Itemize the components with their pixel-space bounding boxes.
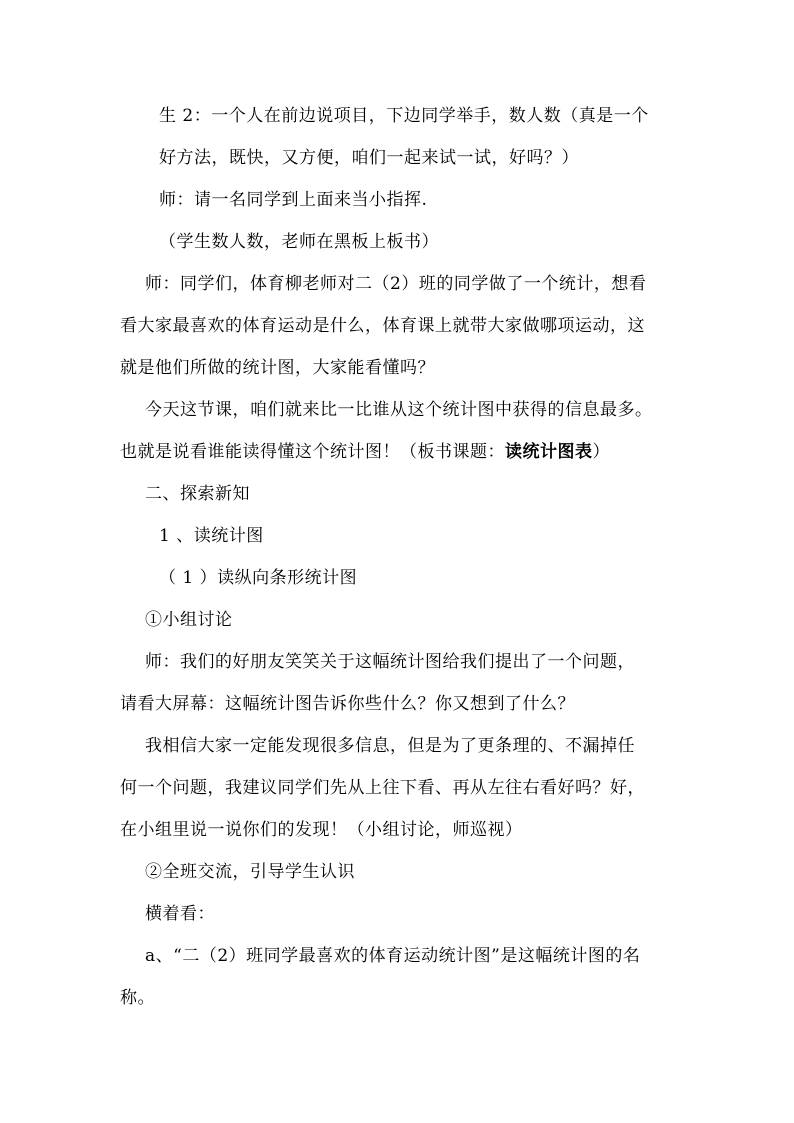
paragraph-line-9-close: ） xyxy=(592,442,610,462)
paragraph-line-18: 我相信大家一定能发现很多信息，但是为了更条理的、不漏掉任 xyxy=(145,736,635,756)
section-heading-explore: 二、探索新知 xyxy=(145,484,250,504)
paragraph-line-9 xyxy=(120,444,610,461)
paragraph-line-20: 在小组里说一说你们的发现！（小组讨论，师巡视） xyxy=(120,820,523,840)
step-class-exchange: ②全班交流，引导学生认识 xyxy=(145,862,355,882)
paragraph-line-2: 好方法，既快，又方便，咱们一起来试一试，好吗？） xyxy=(159,148,579,168)
subsection-vertical-bar-chart: （ 1 ）读纵向条形统计图 xyxy=(159,568,358,588)
subsection-read-chart: 1 、读统计图 xyxy=(159,526,264,546)
paragraph-line-5: 师：同学们，体育柳老师对二（2）班的同学做了一个统计，想看 xyxy=(145,274,647,294)
paragraph-line-23: a、“二（2）班同学最喜欢的体育运动统计图”是这幅统计图的名 xyxy=(145,946,641,966)
paragraph-line-9-text: 也就是说看谁能读得懂这个统计图！（板书课题： xyxy=(120,442,505,462)
paragraph-line-17: 请看大屏幕：这幅统计图告诉你些什么？你又想到了什么？ xyxy=(120,694,575,714)
paragraph-line-6: 看大家最喜欢的体育运动是什么，体育课上就带大家做哪项运动，这 xyxy=(120,316,645,336)
paragraph-line-1: 生 2：一个人在前边说项目，下边同学举手，数人数（真是一个 xyxy=(159,106,649,126)
lesson-title-bold: 读统计图表 xyxy=(505,442,593,462)
step-group-discussion: ①小组讨论 xyxy=(145,610,233,630)
paragraph-line-8: 今天这节课，咱们就来比一比谁从这个统计图中获得的信息最多。 xyxy=(145,400,653,420)
paragraph-line-22: 横着看： xyxy=(145,904,215,924)
paragraph-line-19: 何一个问题，我建议同学们先从上往下看、再从左往右看好吗？好， xyxy=(120,778,645,798)
paragraph-line-3: 师：请一名同学到上面来当小指挥. xyxy=(159,190,428,210)
paragraph-line-7: 就是他们所做的统计图，大家能看懂吗？ xyxy=(120,358,435,378)
paragraph-line-24: 称。 xyxy=(120,988,155,1008)
paragraph-line-4: （学生数人数，老师在黑板上板书） xyxy=(159,232,439,252)
paragraph-line-16: 师：我们的好朋友笑笑关于这幅统计图给我们提出了一个问题， xyxy=(145,652,635,672)
